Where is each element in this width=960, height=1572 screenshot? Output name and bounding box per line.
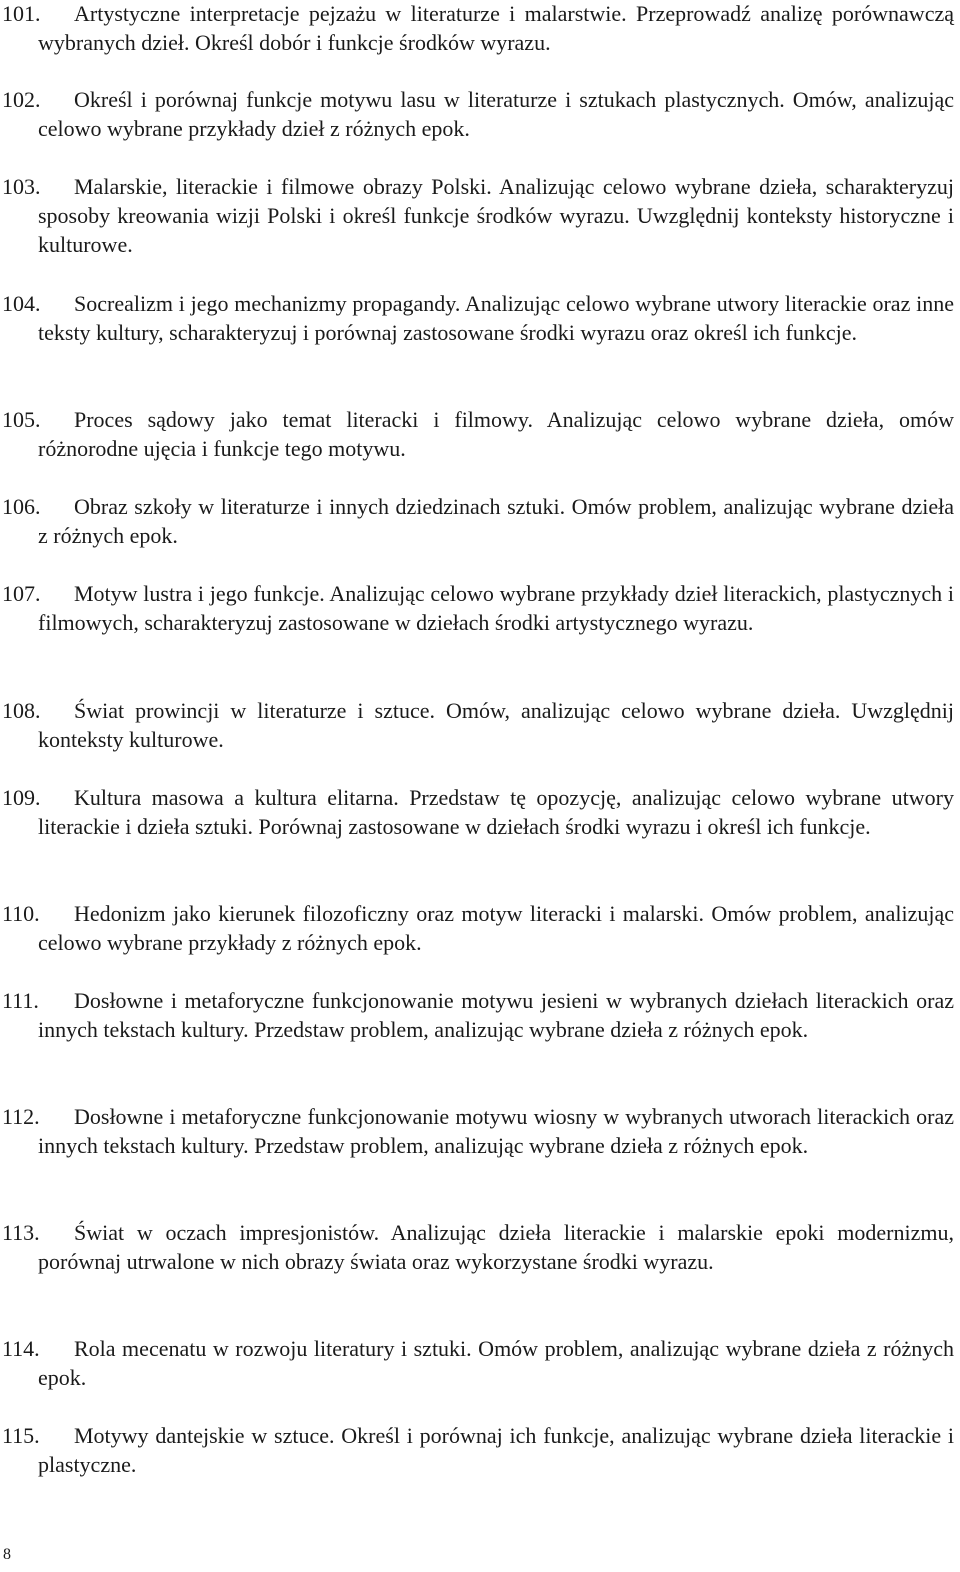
topic-text: Świat w oczach impresjonistów. Analizując dzieła literackie i malarskie epoki modernizmu, porównaj utrwalone w nich obrazy świata oraz wykorzystane środki wyrazu. (38, 1220, 954, 1275)
topic-number: 109. (2, 785, 41, 810)
topic-number: 102. (2, 87, 41, 112)
topic-item-112 (0, 1102, 960, 1160)
topic-item-108 (0, 696, 960, 754)
topic-text: Określ i porównaj funkcje motywu lasu w literaturze i sztukach plastycznych. Omów, analizując celowo wybrane przykłady dzieł z różnych epok. (38, 87, 954, 142)
topic-item-101 (0, 0, 960, 57)
topic-item-109 (0, 783, 960, 841)
topic-text: Rola mecenatu w rozwoju literatury i sztuki. Omów problem, analizując wybrane dzieła z różnych epok. (38, 1336, 954, 1391)
topic-text: Hedonizm jako kierunek filozoficzny oraz motyw literacki i malarski. Omów problem, analizując celowo wybrane przykłady z różnych epok. (38, 901, 954, 956)
topic-number: 115. (2, 1423, 40, 1448)
topic-number: 105. (2, 407, 41, 432)
topic-number: 107. (2, 581, 41, 606)
topic-item-105 (0, 405, 960, 463)
topic-item-107 (0, 579, 960, 637)
topic-number: 104. (2, 291, 41, 316)
topic-number: 111. (2, 988, 39, 1013)
topic-number: 113. (2, 1220, 40, 1245)
topic-text: Artystyczne interpretacje pejzażu w literaturze i malarstwie. Przeprowadź analizę porównawczą wybranych dzieł. Określ dobór i funkcje środków wyrazu. (38, 1, 954, 56)
topic-text: Dosłowne i metaforyczne funkcjonowanie motywu jesieni w wybranych dziełach literackich oraz innych tekstach kultury. Przedstaw problem, analizując wybrane dzieła z różnych epok. (38, 988, 954, 1043)
topic-item-104 (0, 289, 960, 347)
topic-number: 114. (2, 1336, 40, 1361)
topic-item-103 (0, 172, 960, 260)
topic-number: 101. (2, 1, 41, 26)
page-number: 8 (3, 1546, 11, 1563)
topic-item-110 (0, 899, 960, 957)
topic-text: Kultura masowa a kultura elitarna. Przedstaw tę opozycję, analizując celowo wybrane utwory literackie i dzieła sztuki. Porównaj zastosowane w dziełach środki wyrazu i określ ich funkcje. (38, 785, 954, 840)
topic-text: Obraz szkoły w literaturze i innych dziedzinach sztuki. Omów problem, analizując wybrane dzieła z różnych epok. (38, 494, 954, 549)
topic-item-115 (0, 1421, 960, 1479)
topic-number: 108. (2, 698, 41, 723)
topic-text: Motyw lustra i jego funkcje. Analizując celowo wybrane przykłady dzieł literackich, plastycznych i filmowych, scharakteryzuj zastosowane w dziełach środki artystycznego wyrazu. (38, 581, 954, 636)
topic-number: 112. (2, 1104, 40, 1129)
topic-item-111 (0, 986, 960, 1044)
topic-item-114 (0, 1334, 960, 1392)
topic-number: 103. (2, 174, 41, 199)
topic-text: Socrealizm i jego mechanizmy propagandy. Analizując celowo wybrane utwory literackie oraz inne teksty kultury, scharakteryzuj i porównaj zastosowane środki wyrazu oraz określ ich funkcje. (38, 291, 954, 346)
topic-item-106 (0, 492, 960, 550)
topic-text: Dosłowne i metaforyczne funkcjonowanie motywu wiosny w wybranych utworach literackich oraz innych tekstach kultury. Przedstaw problem, analizując wybrane dzieła z różnych epok. (38, 1104, 954, 1159)
topic-item-113 (0, 1218, 960, 1276)
topic-number: 110. (2, 901, 40, 926)
topic-item-102 (0, 85, 960, 143)
topic-text: Malarskie, literackie i filmowe obrazy Polski. Analizując celowo wybrane dzieła, scharakteryzuj sposoby kreowania wizji Polski i określ funkcje środków wyrazu. Uwzględnij konteksty historyczne i kulturowe. (38, 174, 954, 258)
topic-text: Proces sądowy jako temat literacki i filmowy. Analizując celowo wybrane dzieła, omów różnorodne ujęcia i funkcje tego motywu. (38, 407, 954, 462)
topic-number: 106. (2, 494, 41, 519)
topic-text: Świat prowincji w literaturze i sztuce. Omów, analizując celowo wybrane dzieła. Uwzględnij konteksty kulturowe. (38, 698, 954, 753)
topic-text: Motywy dantejskie w sztuce. Określ i porównaj ich funkcje, analizując wybrane dzieła literackie i plastyczne. (38, 1423, 954, 1478)
